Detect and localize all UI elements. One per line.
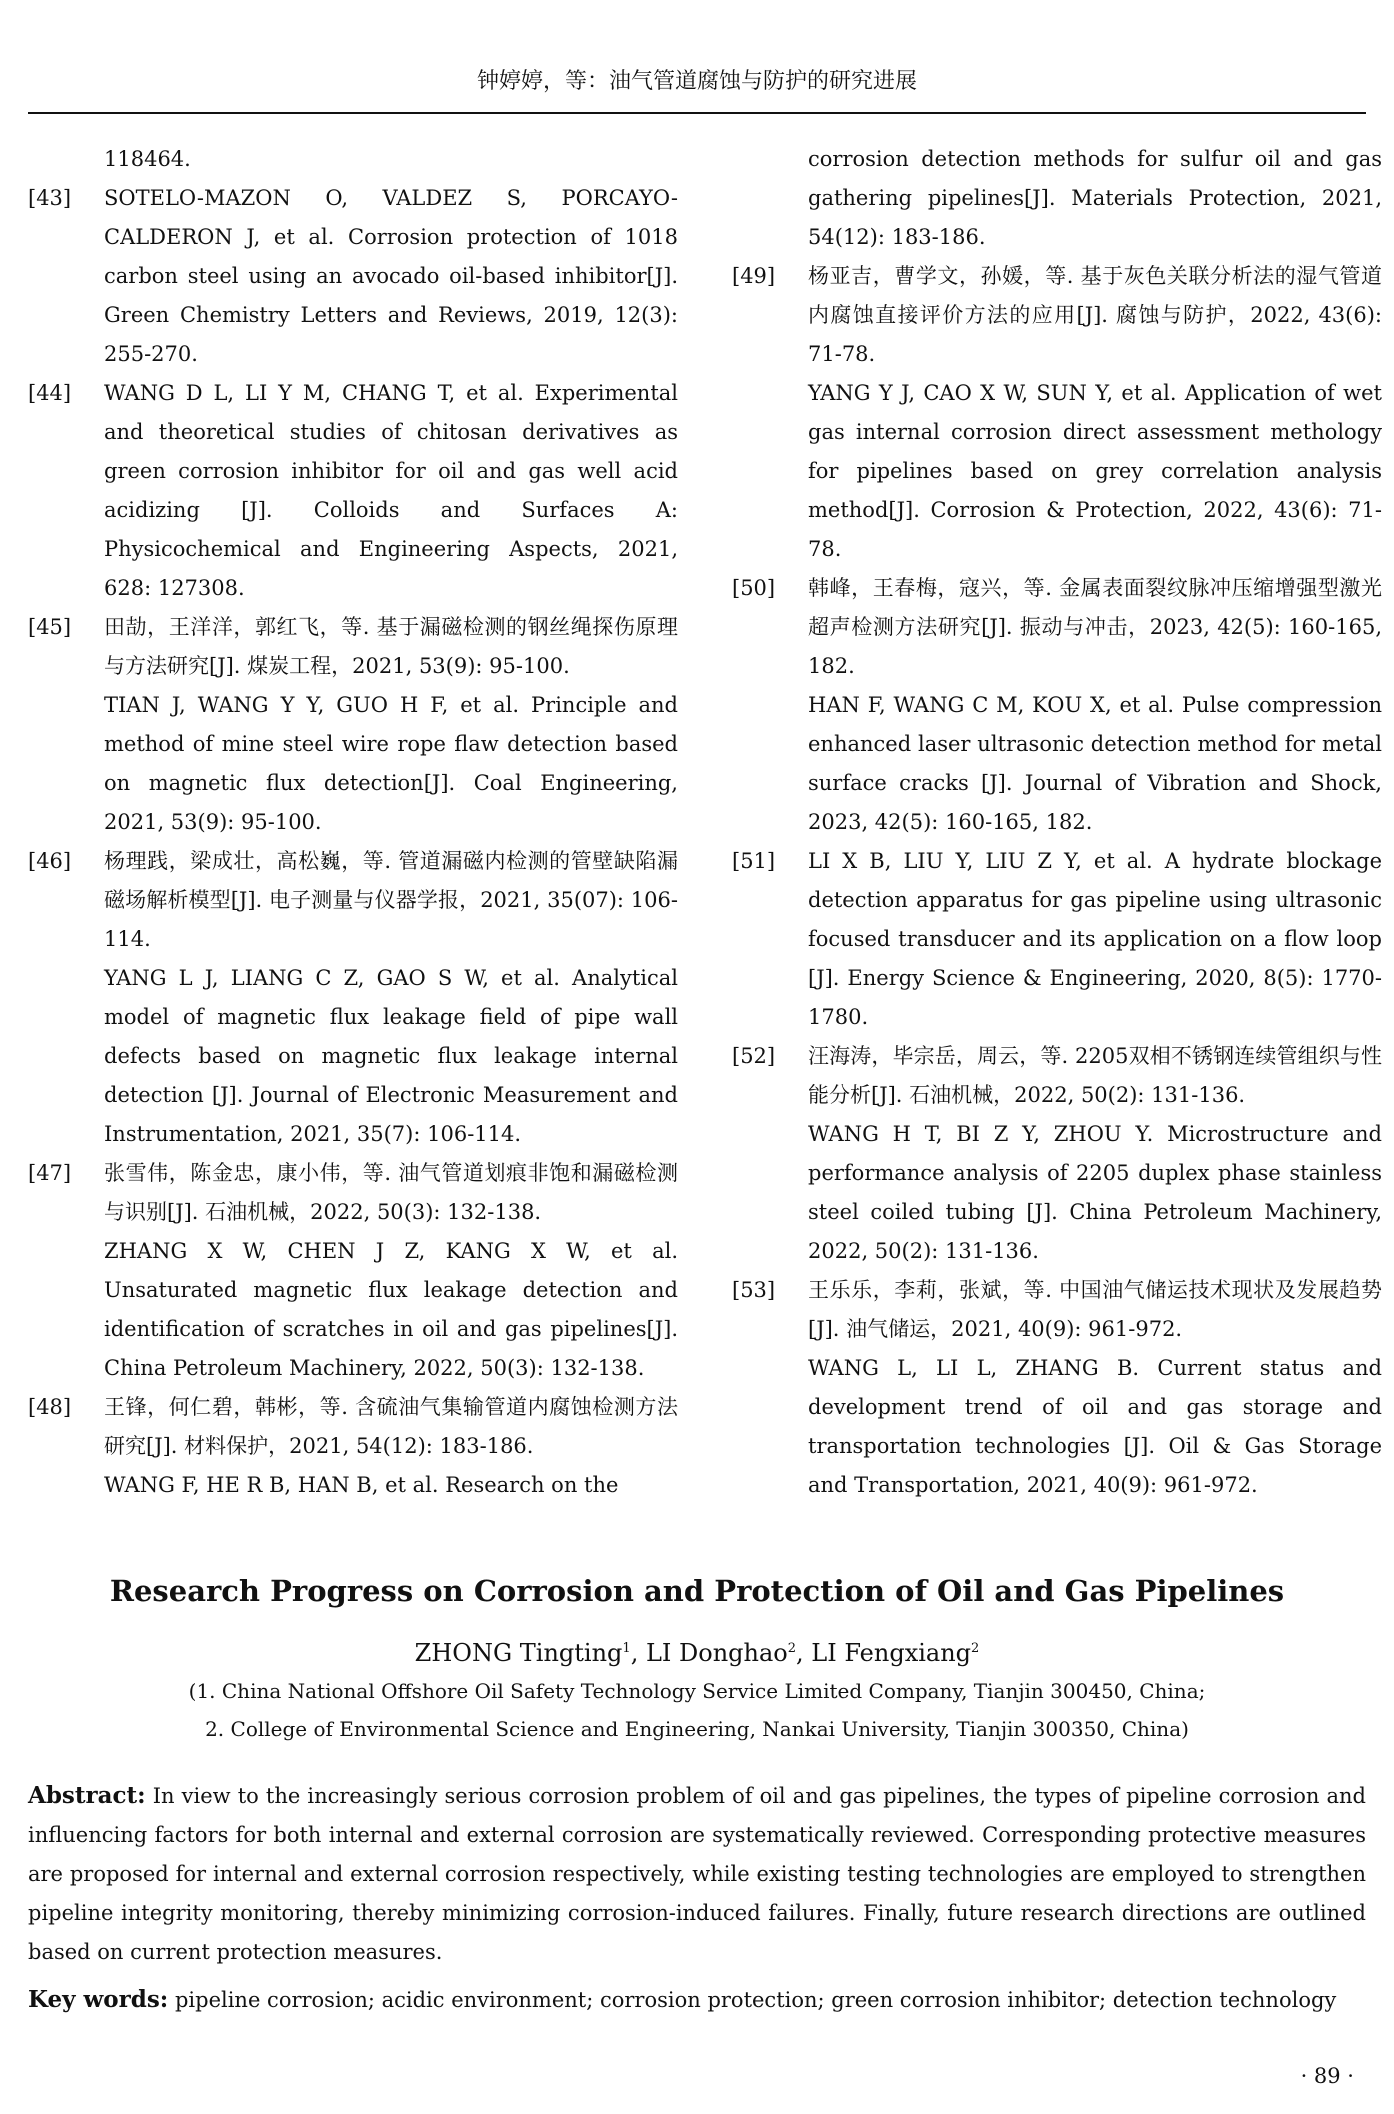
reference-continuation: corrosion detection methods for sulfur oil and gas gathering pipelines[J]. Materials Protection, 2021, 54(12): 183-186. (808, 147, 1382, 249)
author-name: LI Donghao (645, 1639, 788, 1667)
author-name: ZHONG Tingting (414, 1639, 623, 1667)
reference-text: SOTELO-MAZON O, VALDEZ S, PORCAYO-CALDERON J, et al. Corrosion protection of 1018 carbon steel using an avocado oil-based inhibitor[J]. Green Chemistry Letters and Reviews, 2019, 12(3): 255-270. (104, 186, 678, 366)
reference-number: [51] (732, 849, 776, 873)
page-number: · 89 · (1300, 2064, 1354, 2088)
reference-text: 汪海涛，毕宗岳，周云，等. 2205双相不锈钢连续管组织与性能分析[J]. 石油机械，2022, 50(2): 131-136. (808, 1044, 1382, 1107)
reference-number: [43] (28, 186, 72, 210)
reference-number: [45] (28, 615, 72, 639)
reference-text: 韩峰，王春梅，寇兴，等. 金属表面裂纹脉冲压缩增强型激光超声检测方法研究[J]. 振动与冲击，2023, 42(5): 160-165, 182. (808, 576, 1382, 678)
references-left-column (28, 140, 678, 1505)
running-header (28, 62, 1366, 114)
reference-text: 杨亚吉，曹学文，孙媛，等. 基于灰色关联分析法的湿气管道内腐蚀直接评价方法的应用[J]. 腐蚀与防护，2022, 43(6): 71-78. (808, 264, 1382, 366)
abstract-label: Abstract: (28, 1782, 146, 1809)
reference-50 (732, 569, 1382, 842)
keywords-text: pipeline corrosion; acidic environment; corrosion protection; green corrosion inhibitor; detection technology (174, 1988, 1337, 2012)
author-affiliation-mark: 1 (622, 1641, 631, 1656)
abstract (28, 1776, 1366, 1972)
reference-43 (28, 179, 678, 374)
author-name: LI Fengxiang (811, 1639, 972, 1667)
reference-text: 田劼，王洋洋，郭红飞，等. 基于漏磁检测的钢丝绳探伤原理与方法研究[J]. 煤炭工程，2021, 53(9): 95-100. (104, 615, 678, 678)
reference-text: 张雪伟，陈金忠，康小伟，等. 油气管道划痕非饱和漏磁检测与识别[J]. 石油机械，2022, 50(3): 132-138. (104, 1161, 678, 1224)
reference-49 (732, 257, 1382, 569)
reference-english: HAN F, WANG C M, KOU X, et al. Pulse compression enhanced laser ultrasonic detection method for metal surface cracks [J]. Journal of Vibration and Shock, 2023, 42(5): 160-165, 182. (808, 693, 1382, 834)
header-rule (28, 112, 1366, 114)
reference-english: YANG Y J, CAO X W, SUN Y, et al. Application of wet gas internal corrosion direct assessment methology for pipelines based on grey correlation analysis method[J]. Corrosion & Protection, 2022, 43(6): 71-78. (808, 381, 1382, 561)
english-title-block (28, 1570, 1366, 1748)
reference-english: TIAN J, WANG Y Y, GUO H F, et al. Principle and method of mine steel wire rope flaw detection based on magnetic flux detection[J]. Coal Engineering, 2021, 53(9): 95-100. (104, 693, 678, 834)
reference-51 (732, 842, 1382, 1037)
references-right-column (732, 140, 1382, 1505)
reference-47 (28, 1154, 678, 1388)
affiliation-1: (1. China National Offshore Oil Safety Technology Service Limited Company, Tianjin 300450, China; (188, 1679, 1206, 1703)
reference-number: [52] (732, 1044, 776, 1068)
reference-number: [48] (28, 1395, 72, 1419)
author-affiliation-mark: 2 (971, 1641, 980, 1656)
reference-number: [50] (732, 576, 776, 600)
keywords (28, 1980, 1366, 2020)
reference-number: [47] (28, 1161, 72, 1185)
author-separator: , (796, 1639, 812, 1667)
keywords-label: Key words: (28, 1986, 169, 2013)
reference-48 (28, 1388, 678, 1505)
reference-english: YANG L J, LIANG C Z, GAO S W, et al. Analytical model of magnetic flux leakage field of pipe wall defects based on magnetic flux leakage internal detection [J]. Journal of Electronic Measurement and Instrumentation, 2021, 35(7): 106-114. (104, 966, 678, 1146)
reference-english: WANG F, HE R B, HAN B, et al. Research on the (104, 1473, 619, 1497)
abstract-text: In view to the increasingly serious corrosion problem of oil and gas pipelines, the types of pipeline corrosion and influencing factors for both internal and external corrosion are systematically reviewed. Corresponding protective measures are proposed for internal and external corrosion respectively, while existing testing technologies are employed to strengthen pipeline integrity monitoring, thereby minimizing corrosion-induced failures. Finally, future research directions are outlined based on current protection measures. (28, 1784, 1366, 1964)
running-header-title: 钟婷婷，等：油气管道腐蚀与防护的研究进展 (476, 69, 917, 94)
reference-text: 王乐乐，李莉，张斌，等. 中国油气储运技术现状及发展趋势[J]. 油气储运，2021, 40(9): 961-972. (808, 1278, 1382, 1341)
author-affiliation-mark: 2 (787, 1641, 797, 1656)
reference-44 (28, 374, 678, 608)
reference-number: [53] (732, 1278, 776, 1302)
affiliation-2: 2. College of Environmental Science and Engineering, Nankai University, Tianjin 300350, China) (205, 1717, 1189, 1741)
reference-number: [44] (28, 381, 72, 405)
reference-english: ZHANG X W, CHEN J Z, KANG X W, et al. Unsaturated magnetic flux leakage detection and identification of scratches in oil and gas pipelines[J]. China Petroleum Machinery, 2022, 50(3): 132-138. (104, 1239, 678, 1380)
reference-text: 杨理践，梁成壮，高松巍，等. 管道漏磁内检测的管壁缺陷漏磁场解析模型[J]. 电子测量与仪器学报，2021, 35(07): 106-114. (104, 849, 678, 951)
reference-continuation: 118464. (104, 147, 191, 171)
author-list (28, 1630, 1366, 1672)
reference-52 (732, 1037, 1382, 1271)
reference-45 (28, 608, 678, 842)
reference-english: WANG H T, BI Z Y, ZHOU Y. Microstructure and performance analysis of 2205 duplex phase stainless steel coiled tubing [J]. China Petroleum Machinery, 2022, 50(2): 131-136. (808, 1122, 1382, 1263)
reference-53 (732, 1271, 1382, 1505)
author-separator: , (630, 1639, 646, 1667)
paper-title: Research Progress on Corrosion and Protection of Oil and Gas Pipelines (109, 1574, 1285, 1608)
reference-number: [49] (732, 264, 776, 288)
reference-46 (28, 842, 678, 1154)
reference-english: WANG L, LI L, ZHANG B. Current status and development trend of oil and gas storage and transportation technologies [J]. Oil & Gas Storage and Transportation, 2021, 40(9): 961-972. (808, 1356, 1382, 1497)
reference-text: WANG D L, LI Y M, CHANG T, et al. Experimental and theoretical studies of chitosan derivatives as green corrosion inhibitor for oil and gas well acid acidizing [J]. Colloids and Surfaces A: Physicochemical and Engineering Aspects, 2021, 628: 127308. (104, 381, 678, 600)
reference-text: 王锋，何仁碧，韩彬，等. 含硫油气集输管道内腐蚀检测方法研究[J]. 材料保护，2021, 54(12): 183-186. (104, 1395, 678, 1458)
reference-text: LI X B, LIU Y, LIU Z Y, et al. A hydrate blockage detection apparatus for gas pipeline using ultrasonic focused transducer and its application on a flow loop [J]. Energy Science & Engineering, 2020, 8(5): 1770-1780. (808, 849, 1382, 1029)
reference-number: [46] (28, 849, 72, 873)
